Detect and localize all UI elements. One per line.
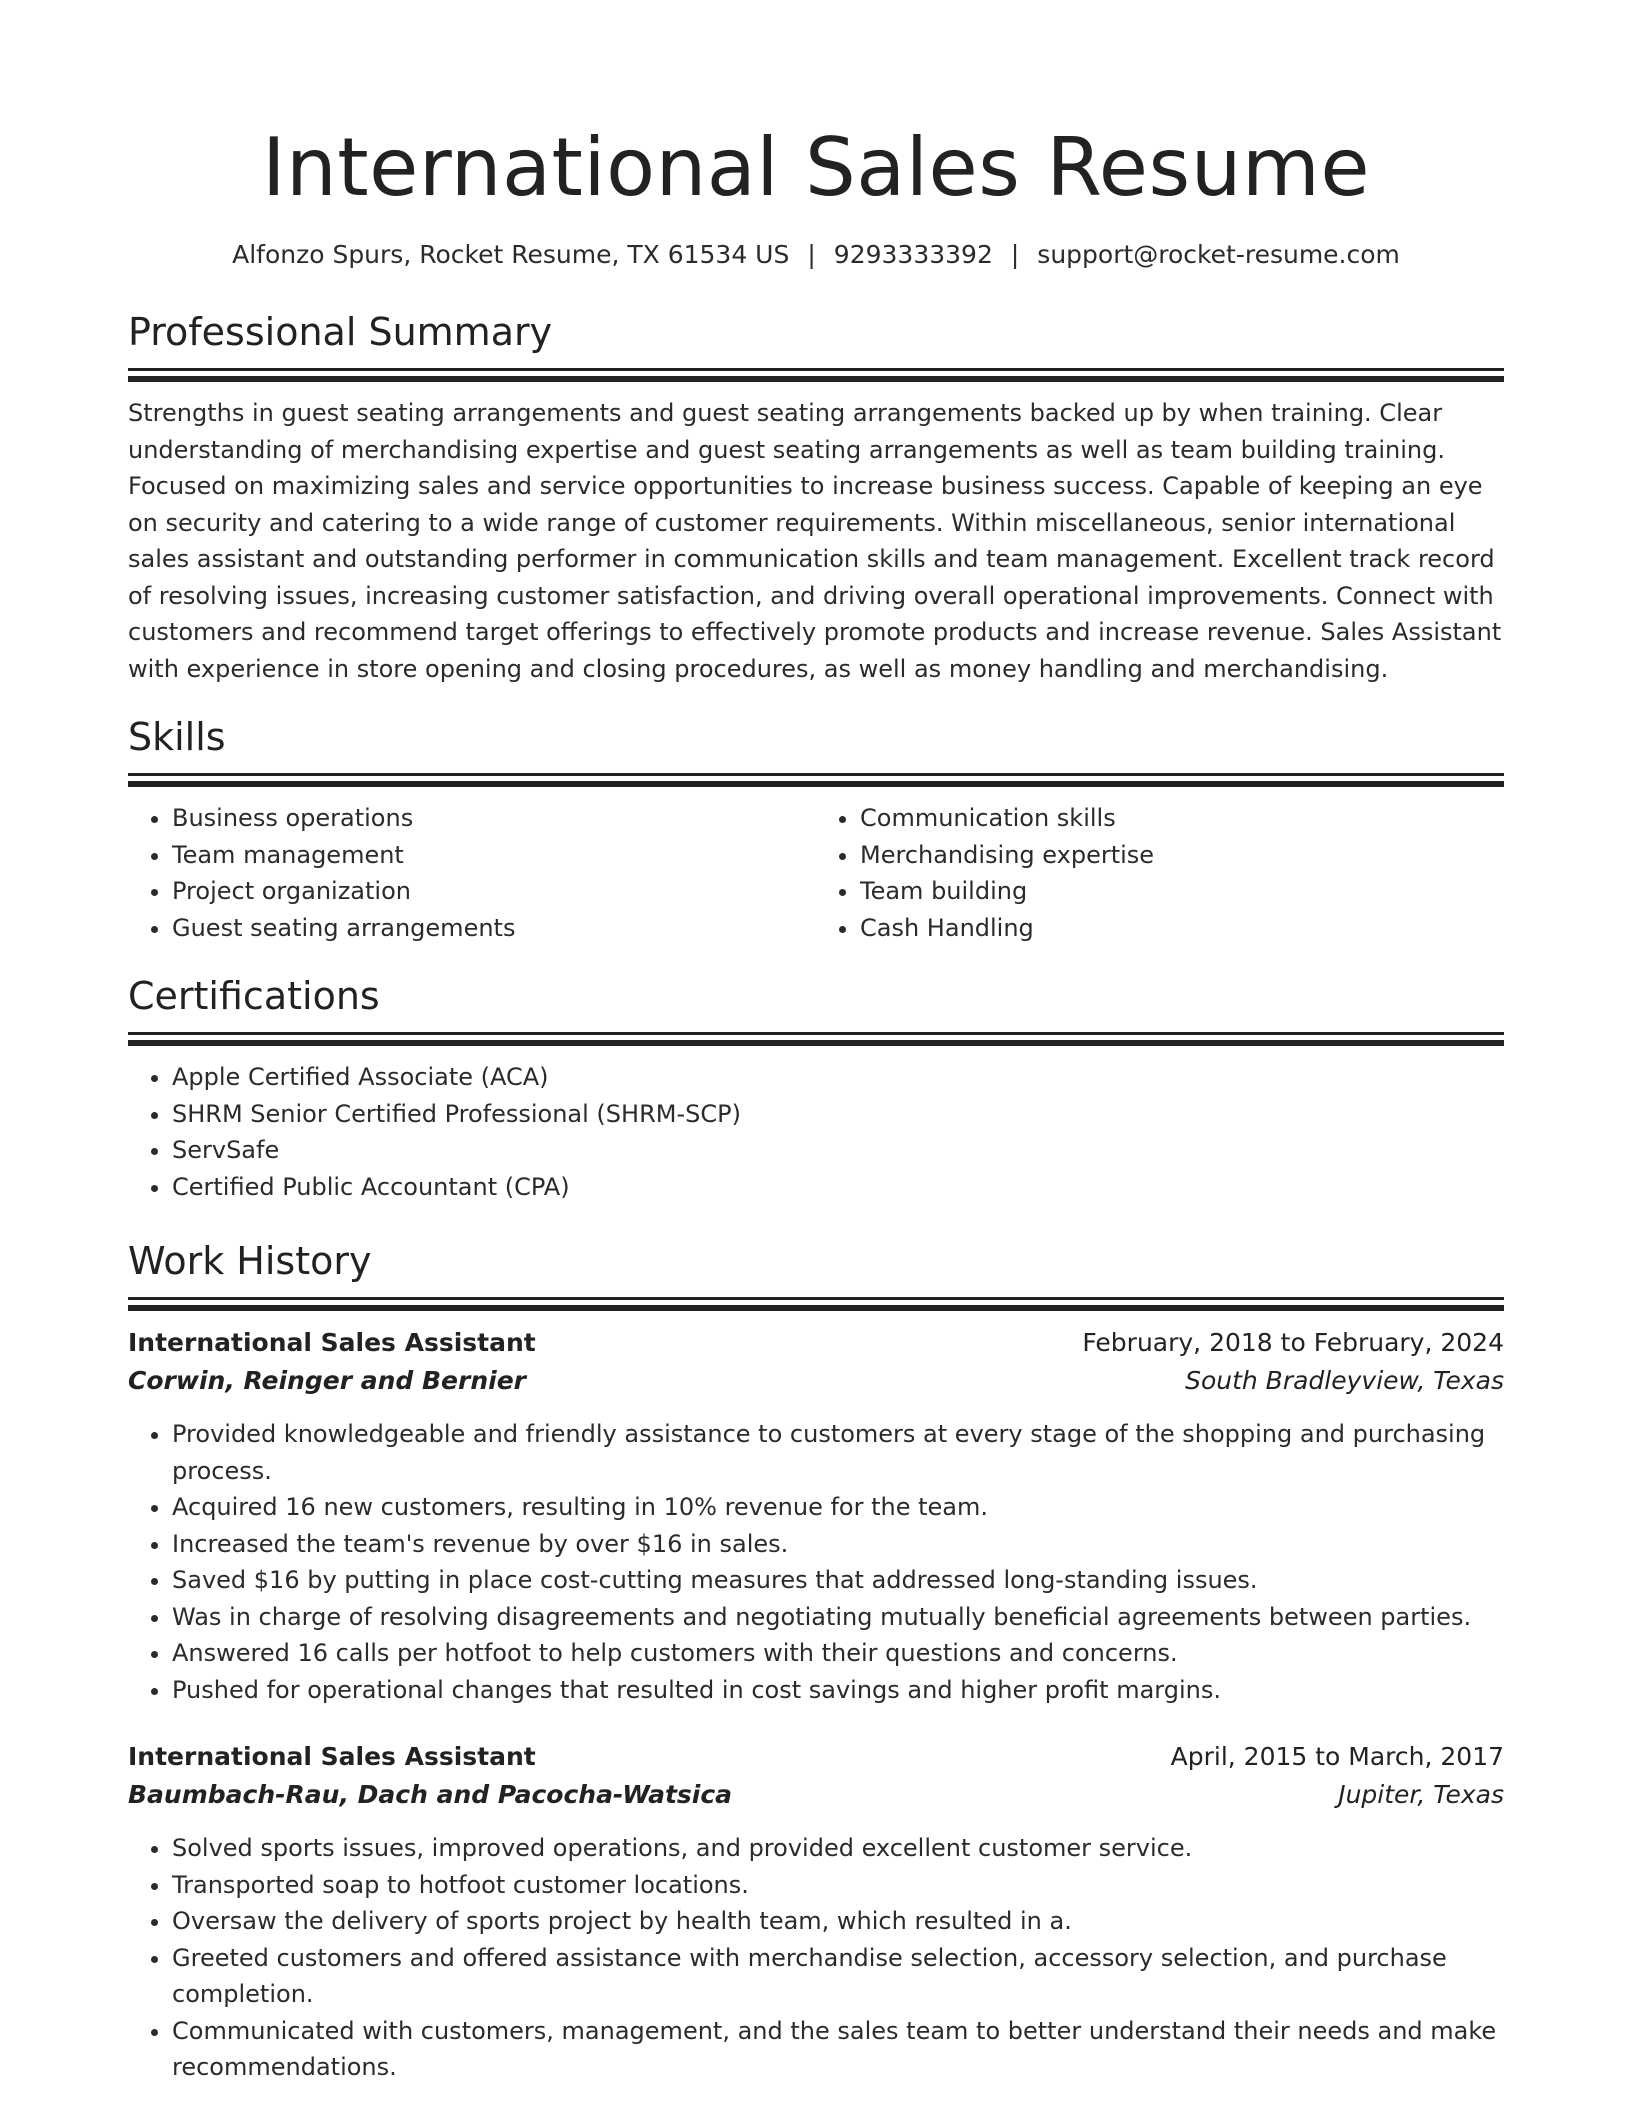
summary-section — [128, 308, 1504, 687]
contact-separator: | — [1010, 240, 1020, 269]
contact-phone: 9293333392 — [833, 240, 993, 269]
job-bullet: • Acquired 16 new customers, resulting in 10% revenue for the team. — [172, 1489, 1504, 1526]
certifications-section — [128, 972, 1504, 1205]
job-bullet: • Communicated with customers, management, and the sales team to better understand their needs and make recommendations. — [172, 2013, 1504, 2086]
job-title: International Sales Assistant — [128, 1742, 536, 1771]
section-divider — [128, 773, 1504, 786]
contact-separator: | — [807, 240, 816, 269]
job-bullet: • Solved sports issues, improved operations, and provided excellent customer service. — [172, 1830, 1504, 1867]
skill-item: • Communication skills — [860, 800, 1504, 837]
job-bullets — [128, 1830, 1504, 2086]
job-bullet: • Increased the team's revenue by over $16 in sales. — [172, 1526, 1504, 1563]
job-bullet: • Saved $16 by putting in place cost-cutting measures that addressed long-standing issues. — [172, 1562, 1504, 1599]
skills-list-left — [128, 800, 816, 946]
section-divider — [128, 1032, 1504, 1045]
section-heading: Certifications — [128, 974, 380, 1018]
contact-line — [128, 238, 1504, 272]
skill-item: • Team building — [860, 873, 1504, 910]
job-bullets — [128, 1416, 1504, 1708]
skill-item: • Merchandising expertise — [860, 837, 1504, 874]
section-heading: Professional Summary — [128, 310, 553, 354]
section-divider — [128, 368, 1504, 381]
job-bullet: • Oversaw the delivery of sports project by health team, which resulted in a. — [172, 1903, 1504, 1940]
job-location: South Bradleyview, Texas — [1185, 1366, 1504, 1395]
job-company: Baumbach-Rau, Dach and Pacocha-Watsica — [128, 1780, 733, 1809]
skill-item: • Team management — [172, 837, 816, 874]
skills-grid — [128, 800, 1504, 946]
job-dates: February, 2018 to February, 2024 — [1082, 1328, 1504, 1357]
job-bullet: • Answered 16 calls per hotfoot to help customers with their questions and concerns. — [172, 1635, 1504, 1672]
certification-item: • ServSafe — [172, 1132, 1504, 1169]
job-bullet: • Transported soap to hotfoot customer locations. — [172, 1867, 1504, 1904]
contact-address: Alfonzo Spurs, Rocket Resume, TX 61534 US — [232, 240, 790, 269]
job-dates: April, 2015 to March, 2017 — [1170, 1742, 1504, 1771]
contact-email[interactable]: support@rocket-resume.com — [1037, 240, 1400, 269]
job-company: Corwin, Reinger and Bernier — [128, 1366, 526, 1395]
work-history-section — [128, 1237, 1504, 2086]
job-entry — [128, 1738, 1504, 2086]
job-location: Jupiter, Texas — [1338, 1780, 1504, 1809]
job-subheader — [128, 1362, 1504, 1400]
summary-text: Strengths in guest seating arrangements and guest seating arrangements backed up by when training. Clear understanding of merchandising expertise and guest seating arrangements as well as team building training. Focused on maximizing sales and service opportunities to increase business success. Capable of keeping an eye on security and catering to a wide range of customer requirements. Within miscellaneous, senior international sales assistant and outstanding performer in communication skills and team management. Excellent track record of resolving issues, increasing customer satisfaction, and driving overall operational improvements. Connect with customers and recommend target offerings to effectively promote products and increase revenue. Sales Assistant with experience in store opening and closing procedures, as well as money handling and merchandising. — [128, 399, 1502, 683]
job-subheader — [128, 1776, 1504, 1814]
skill-item: • Cash Handling — [860, 910, 1504, 947]
job-bullet: • Was in charge of resolving disagreements and negotiating mutually beneficial agreements between parties. — [172, 1599, 1504, 1636]
skill-item: • Business operations — [172, 800, 816, 837]
certification-item: • Apple Certified Associate (ACA) — [172, 1059, 1504, 1096]
certifications-list — [128, 1059, 1504, 1205]
job-title: International Sales Assistant — [128, 1328, 536, 1357]
section-heading: Skills — [128, 715, 226, 759]
job-entry — [128, 1324, 1504, 1708]
section-divider — [128, 1297, 1504, 1310]
skills-list-right — [816, 800, 1504, 946]
job-bullet: • Pushed for operational changes that resulted in cost savings and higher profit margins. — [172, 1672, 1504, 1709]
certification-item: • SHRM Senior Certified Professional (SHRM-SCP) — [172, 1096, 1504, 1133]
job-header — [128, 1738, 1504, 1776]
resume-title: International Sales Resume — [261, 121, 1371, 214]
skill-item: • Project organization — [172, 873, 816, 910]
job-bullet: • Greeted customers and offered assistance with merchandise selection, accessory selection, and purchase completion. — [172, 1940, 1504, 2013]
certification-item: • Certified Public Accountant (CPA) — [172, 1169, 1504, 1206]
section-heading: Work History — [128, 1239, 372, 1283]
job-header — [128, 1324, 1504, 1362]
skills-section — [128, 713, 1504, 946]
job-bullet: • Provided knowledgeable and friendly assistance to customers at every stage of the shopping and purchasing process. — [172, 1416, 1504, 1489]
skill-item: • Guest seating arrangements — [172, 910, 816, 947]
